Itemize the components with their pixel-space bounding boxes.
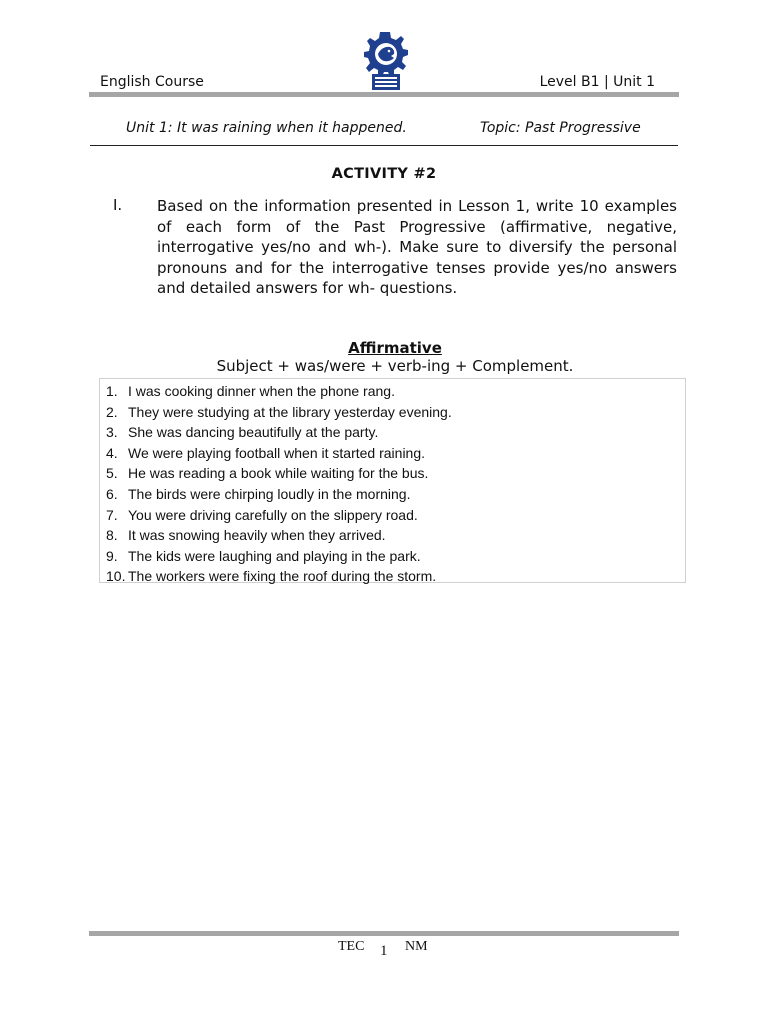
instructions-paragraph: Based on the information presented in Lesson 1, write 10 examples of each form of the Past Progressive (affirmative, negative, interrogative yes/no and wh-). Make sure to diversify the personal pronouns and for the interrogative tenses provide yes/no answers and detailed answers for wh- questions.: [157, 197, 677, 297]
list-item-number: 1.: [106, 383, 118, 399]
list-item-number: 9.: [106, 547, 118, 564]
list-item-text: The workers were fixing the roof during the storm.: [128, 568, 437, 585]
list-item: [106, 443, 452, 464]
list-item-text: They were studying at the library yesterday evening.: [128, 403, 452, 420]
header-divider: [89, 92, 679, 97]
list-item-text: He was reading a book while waiting for the bus.: [128, 465, 429, 482]
footer-right-text: NM: [405, 939, 428, 954]
list-item: [106, 381, 452, 402]
list-item-number: 2.: [106, 403, 118, 420]
list-item-number: 8.: [106, 527, 118, 544]
list-item: [106, 566, 452, 587]
list-item-text: She was dancing beautifully at the party.: [128, 424, 379, 441]
list-item: [106, 546, 452, 567]
instruction-numeral: I.: [113, 196, 123, 214]
list-item-number: 5.: [106, 465, 118, 482]
institution-logo: [364, 30, 408, 92]
topic-label: Topic: Past Progressive: [480, 120, 641, 136]
list-item-text: The birds were chirping loudly in the morning.: [128, 485, 411, 502]
examples-list: [106, 381, 452, 587]
list-item-text: The kids were laughing and playing in the park.: [128, 547, 421, 564]
list-item-text: I was cooking dinner when the phone rang.: [128, 383, 395, 399]
list-item-number: 3.: [106, 424, 118, 441]
footer-left-text: TEC: [338, 939, 365, 954]
list-item-number: 7.: [106, 506, 118, 523]
list-item: [106, 463, 452, 484]
list-item: [106, 484, 452, 505]
list-item: [106, 402, 452, 423]
level-label: Level B1 | Unit 1: [539, 74, 655, 90]
list-item: [106, 505, 452, 526]
list-item-number: 6.: [106, 485, 118, 502]
section-title: Affirmative: [348, 339, 442, 357]
list-item-number: 4.: [106, 444, 118, 461]
list-item: [106, 422, 452, 443]
footer-divider: [89, 931, 679, 936]
unit-divider: [90, 145, 678, 146]
examples-box: [99, 378, 686, 583]
grammar-formula: Subject + was/were + verb-ing + Complement.: [216, 357, 574, 375]
course-name: English Course: [100, 74, 204, 90]
page-number: 1: [380, 943, 388, 959]
list-item-number: 10.: [106, 568, 126, 585]
list-item: [106, 525, 452, 546]
unit-title: Unit 1: It was raining when it happened.: [126, 120, 407, 136]
list-item-text: You were driving carefully on the slippery road.: [128, 506, 418, 523]
activity-title: ACTIVITY #2: [331, 166, 437, 182]
list-item-text: We were playing football when it started raining.: [128, 444, 426, 461]
list-item-text: It was snowing heavily when they arrived.: [128, 527, 386, 544]
